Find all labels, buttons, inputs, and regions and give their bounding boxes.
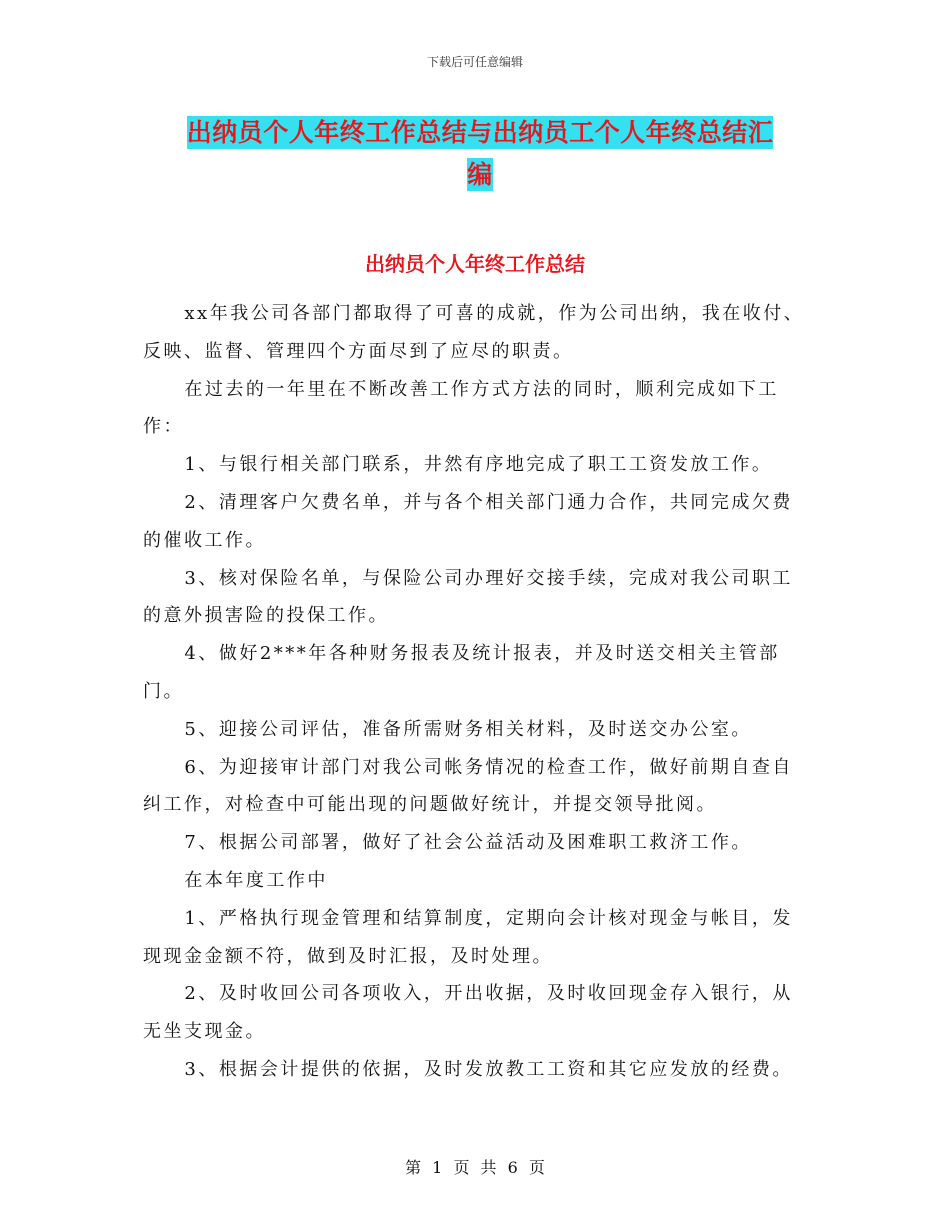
document-body	[143, 295, 813, 1089]
paragraph: 2、清理客户欠费名单，并与各个相关部门通力合作，共同完成欠费的催收工作。	[143, 491, 793, 551]
paragraph: 2、及时收回公司各项收入，开出收据，及时收回现金存入银行，从无坐支现金。	[143, 983, 793, 1043]
paragraph: 在过去的一年里在不断改善工作方式方法的同时，顺利完成如下工作：	[143, 378, 779, 438]
paragraph: 1、严格执行现金管理和结算制度，定期向会计核对现金与帐目，发现现金金额不符，做到及时汇报，及时处理。	[143, 907, 793, 967]
section-title: 出纳员个人年终工作总结	[365, 252, 585, 276]
paragraph: 4、做好2***年各种财务报表及统计报表，并及时送交相关主管部门。	[143, 643, 780, 702]
document-title-line-1: 出纳员个人年终工作总结与出纳员工个人年终总结汇	[186, 118, 774, 147]
page-number-footer: 第 1 页 共 6 页	[405, 1158, 545, 1177]
paragraph: xx年我公司各部门都取得了可喜的成就，作为公司出纳，我在收付、反映、监督、管理四个方面尽到了应尽的职责。	[143, 303, 805, 362]
paragraph: 5、迎接公司评估，准备所需财务相关材料，及时送交办公室。	[184, 718, 752, 740]
paragraph: 3、核对保险名单，与保险公司办理好交接手续，完成对我公司职工的意外损害险的投保工作。	[143, 567, 793, 627]
paragraph: 7、根据公司部署，做好了社会公益活动及困难职工救济工作。	[184, 832, 752, 854]
paragraph: 在本年度工作中	[184, 869, 328, 891]
page-header-note: 下载后可任意编辑	[426, 55, 523, 69]
paragraph: 1、与银行相关部门联系，井然有序地完成了职工工资发放工作。	[184, 454, 773, 476]
paragraph: 3、根据会计提供的依据，及时发放教工工资和其它应发放的经费。	[184, 1058, 793, 1080]
paragraph: 6、为迎接审计部门对我公司帐务情况的检查工作，做好前期自查自纠工作，对检查中可能出现的问题做好统计，并提交领导批阅。	[143, 756, 793, 816]
document-title	[140, 112, 820, 196]
document-title-line-2: 编	[467, 160, 493, 189]
